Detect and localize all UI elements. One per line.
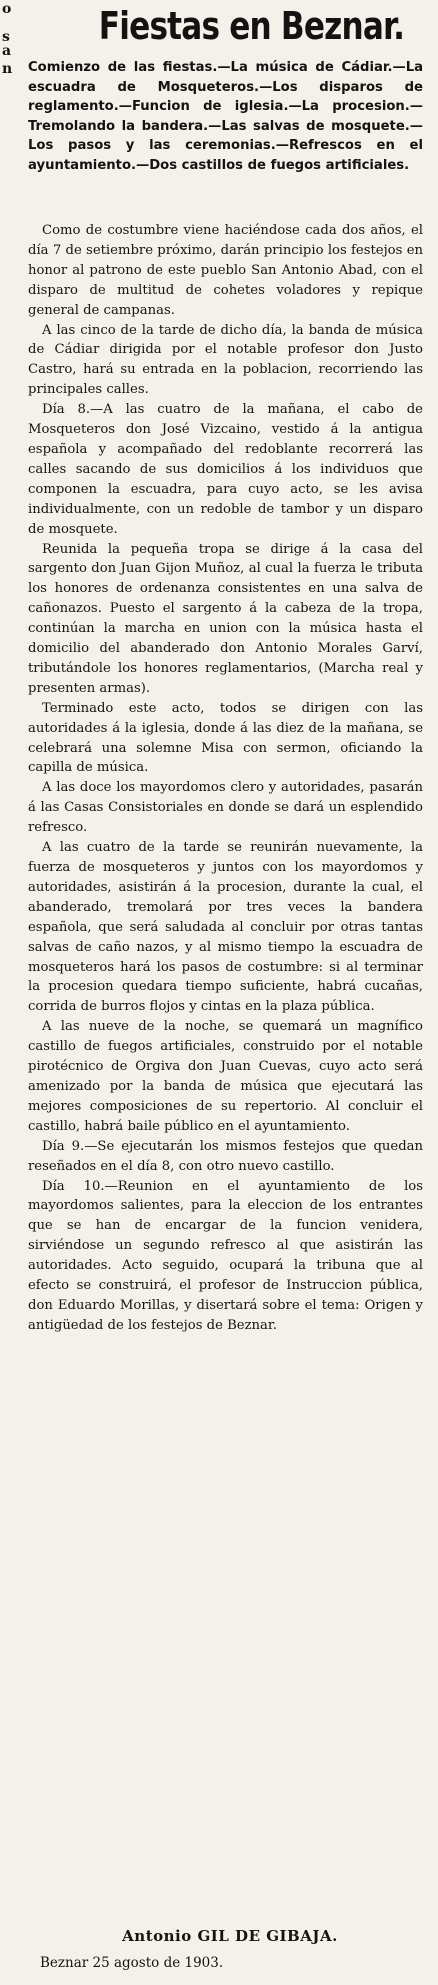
article-paragraph: A las cuatro de la tarde se reunirán nuevamente, la fuerza de mosqueteros y juntos con los mayordomos y autoridades, asistirán á la procesion, durante la cual, el abanderado, tremolará por tres veces la bandera española, que será saludada al concluir por otras tantas salvas de caño nazos, y al mismo tiempo la escuadra de mosqueteros hará los pasos de costumbre: si al terminar la procesion quedara tiempo suficiente, habrá cucañas, corrida de burros flojos y cintas en la plaza pública. [28, 840, 423, 1015]
article-paragraph: A las nueve de la noche, se quemará un magnífico castillo de fuegos artificiales, construido por el notable pirotécnico de Orgiva don Juan Cuevas, cuyo acto será amenizado por la banda de música que ejecutará las mejores composiciones de su repertorio. Al concluir el castillo, habrá baile público en el ayuntamiento. [28, 1019, 423, 1134]
article-paragraph: Día 8.—A las cuatro de la mañana, el cabo de Mosqueteros don José Vizcaino, vestido á la antigua española y acompañado del redoblante recorrerá las calles sacando de sus domicilios á los individuos que componen la escuadra, para cuyo acto, se les avisa individualmente, con un redoble de tambor y un disparo de mosquete. [28, 402, 423, 537]
dateline: Beznar 25 agosto de 1903. [40, 1955, 224, 1971]
margin-fragment: a [2, 43, 12, 59]
article-paragraph: Como de costumbre viene haciéndose cada dos años, el día 7 de setiembre próximo, darán principio los festejos en honor al patrono de este pueblo San Antonio Abad, con el disparo de multitud de cohetes voladores y repique general de campanas. [28, 223, 423, 318]
margin-fragment: s [2, 29, 10, 45]
author-signature: Antonio GIL DE GIBAJA. [122, 1927, 338, 1945]
article-paragraph: Día 9.—Se ejecutarán los mismos festejos que quedan reseñados en el día 8, con otro nuevo castillo. [28, 1138, 423, 1174]
article-paragraph: A las doce los mayordomos clero y autoridades, pasarán á las Casas Consistoriales en donde se dará un esplendido refresco. [28, 780, 423, 836]
article-paragraph: Día 10.—Reunion en el ayuntamiento de los mayordomos salientes, para la eleccion de los entrantes que se han de encargar de la funcion venidera, sirviéndose un segundo refresco al que asistirán las autoridades. Acto seguido, ocupará la tribuna que al efecto se construirá, el profesor de Instruccion pública, don Eduardo Morillas, y disertará sobre el tema: Origen y antigüedad de los festejos de Beznar. [28, 1178, 423, 1333]
article-headline: Fiestas en Beznar. [98, 4, 405, 48]
margin-fragment: n [2, 61, 13, 77]
summary-text: Comienzo de las fiestas.—La música de Cádiar.—La escuadra de Mosqueteros.—Los disparos de reglamento.—Funcion de iglesia.—La procesion.—Tremolando la bandera.—Las salvas de mosquete.—Los pasos y las ceremonias.—Refrescos en el ayuntamiento.—Dos castillos de fuegos artificiales. [28, 60, 423, 173]
article-paragraph: A las cinco de la tarde de dicho día, la banda de música de Cádiar dirigida por el notable profesor don Justo Castro, hará su entrada en la poblacion, recorriendo las principales calles. [28, 322, 423, 398]
margin-fragment: o [2, 1, 12, 17]
article-paragraph: Terminado este acto, todos se dirigen con las autoridades á la iglesia, donde á las diez de la mañana, se celebrará una solemne Misa con sermon, oficiando la capilla de música. [28, 700, 423, 776]
article-paragraph: Reunida la pequeña tropa se dirige á la casa del sargento don Juan Gijon Muñoz, al cual la fuerza le tributa los honores de ordenanza consistentes en una salva de cañonazos. Puesto el sargento á la cabeza de la tropa, continúan la marcha en union con la música hasta el domicilio del abanderado don Antonio Morales Garví, tributándole los honores reglamentarios, (Marcha real y presenten armas). [28, 541, 423, 696]
article-summary [28, 58, 423, 176]
article-body [28, 221, 423, 1336]
